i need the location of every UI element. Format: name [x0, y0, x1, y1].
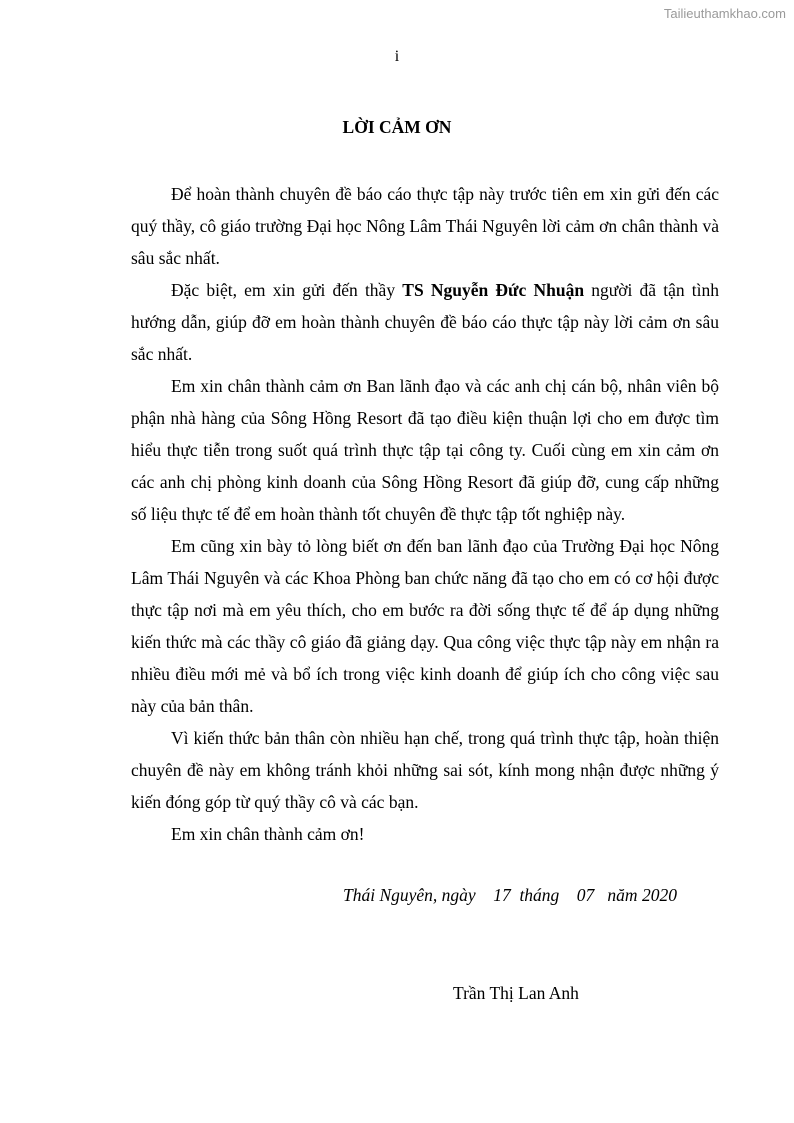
paragraph-2-intro: Đặc biệt, em xin gửi đến thầy [171, 280, 403, 300]
page-title: LỜI CẢM ƠN [342, 117, 452, 137]
page-number: i [394, 48, 400, 65]
watermark-text: Tailieuthamkhao.com [663, 6, 786, 21]
acknowledgement-body [131, 178, 719, 850]
paragraph-2 [131, 274, 719, 370]
paragraph-6: Em xin chân thành cảm ơn! [171, 824, 365, 844]
advisor-name: TS Nguyễn Đức Nhuận [402, 280, 585, 300]
paragraph-2-rest: người đã tận tình hướng dẫn, giúp đỡ em hoàn thành chuyên đề báo cáo thực tập này lời cảm ơn sâu sắc nhất. [131, 280, 719, 364]
paragraph-4: Em cũng xin bày tỏ lòng biết ơn đến ban lãnh đạo của Trường Đại học Nông Lâm Thái Nguyên và các Khoa Phòng ban chức năng đã tạo cho em có cơ hội được thực tập nơi mà em yêu thích, cho em bước ra đời sống thực tế để áp dụng những kiến thức mà các thầy cô giáo đã giảng dạy. Qua công việc thực tập này em nhận ra nhiều điều mới mẻ và bổ ích trong việc kinh doanh để giúp ích cho công việc sau này của bản thân. [131, 536, 719, 716]
date-line: Thái Nguyên, ngày 17 tháng 07 năm 2020 [343, 885, 677, 905]
paragraph-5: Vì kiến thức bản thân còn nhiều hạn chế, trong quá trình thực tập, hoàn thiện chuyên đề này em không tránh khỏi những sai sót, kính mong nhận được những ý kiến đóng góp từ quý thầy cô và các bạn. [131, 728, 719, 812]
signature-name: Trần Thị Lan Anh [453, 983, 579, 1003]
paragraph-1: Để hoàn thành chuyên đề báo cáo thực tập này trước tiên em xin gửi đến các quý thầy, cô giáo trường Đại học Nông Lâm Thái Nguyên lời cảm ơn chân thành và sâu sắc nhất. [131, 184, 719, 268]
paragraph-3: Em xin chân thành cảm ơn Ban lãnh đạo và các anh chị cán bộ, nhân viên bộ phận nhà hàng của Sông Hồng Resort đã tạo điều kiện thuận lợi cho em được tìm hiểu thực tiễn trong suốt quá trình thực tập tại công ty. Cuối cùng em xin cảm ơn các anh chị phòng kinh doanh của Sông Hồng Resort đã giúp đỡ, cung cấp những số liệu thực tế để em hoàn thành tốt chuyên đề thực tập tốt nghiệp này. [131, 376, 719, 524]
